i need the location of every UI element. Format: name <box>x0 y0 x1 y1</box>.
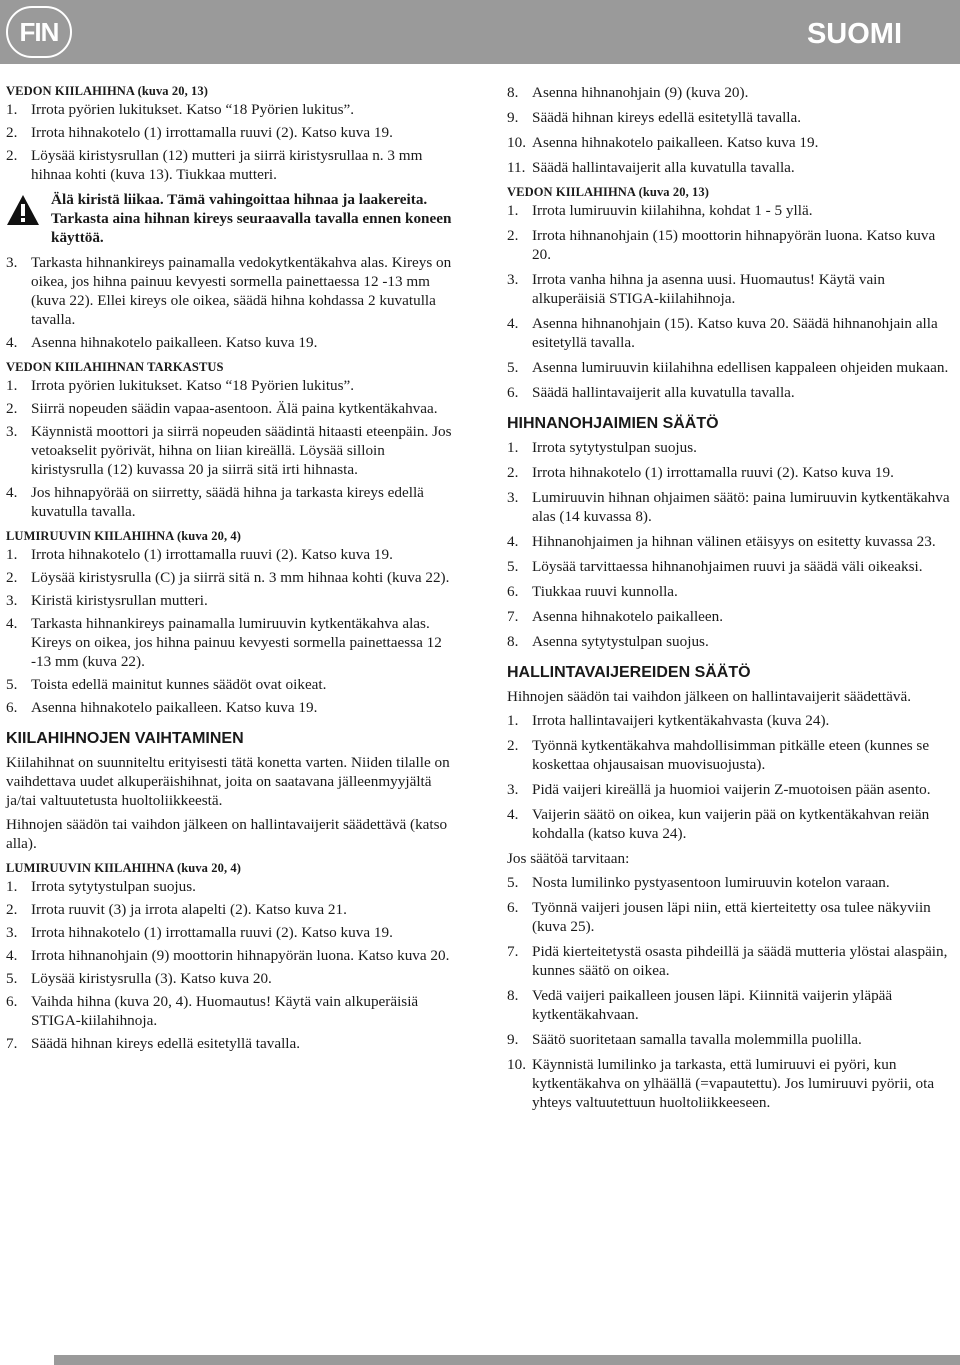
list-item <box>6 123 454 142</box>
subsection-heading: VEDON KIILAHIHNA (kuva 20, 13) <box>507 185 709 199</box>
list-item-number: 8. <box>507 84 519 101</box>
list-item <box>507 942 953 980</box>
list-item-number: 10. <box>507 1056 526 1073</box>
list-item <box>6 399 454 418</box>
list-item-number: 6. <box>507 384 519 401</box>
subsection-heading: LUMIRUUVIN KIILAHIHNA (kuva 20, 4) <box>6 861 242 875</box>
left-column <box>6 83 454 1057</box>
list-item-text: Löysää kiristysrulla (C) ja siirrä sitä n. 3 mm hihnaa kohti (kuva 22). <box>31 569 450 586</box>
list-item <box>6 900 454 919</box>
list-item-text: Vaihda hihna (kuva 20, 4). Huomautus! Käytä vain alkuperäisiä STIGA-kiilahihnoja. <box>31 993 419 1029</box>
section-heading: HALLINTAVAIJEREIDEN SÄÄTÖ <box>507 664 751 681</box>
section-heading: KIILAHIHNOJEN VAIHTAMINEN <box>6 730 244 747</box>
list-item-number: 4. <box>6 947 18 964</box>
list-item <box>507 383 953 402</box>
list-item-number: 1. <box>6 546 18 563</box>
list-item <box>507 736 953 774</box>
list-item-text: Säädä hallintavaijerit alla kuvatulla tavalla. <box>532 159 795 176</box>
list-item-text: Asenna lumiruuvin kiilahihna edellisen kappaleen ohjeiden mukaan. <box>532 359 949 376</box>
list-item-number: 11. <box>507 159 526 176</box>
list-item-text: Kiristä kiristysrullan mutteri. <box>31 592 208 609</box>
list-item-text: Pidä vaijeri kireällä ja huomioi vaijerin Z-muotoisen pään asento. <box>532 781 931 798</box>
language-code-badge: FIN <box>6 6 72 58</box>
list-item-text: Työnnä kytkentäkahva mahdollisimman pitkälle eteen (kunnes se koskettaa ohjausaisan muovisuojusta). <box>532 737 930 773</box>
list-item-text: Asenna sytytystulpan suojus. <box>532 633 709 650</box>
list-item-number: 2. <box>507 464 519 481</box>
list-item-number: 4. <box>507 533 519 550</box>
list-item <box>6 333 454 352</box>
section-heading: HIHNANOHJAIMIEN SÄÄTÖ <box>507 415 719 432</box>
list-item <box>507 711 953 730</box>
list-item-number: 3. <box>6 423 18 440</box>
list-item-text: Asenna hihnanohjain (9) (kuva 20). <box>532 84 749 101</box>
list-item-number: 7. <box>507 608 519 625</box>
list-item-text: Siirrä nopeuden säädin vapaa-asentoon. Älä paina kytkentäkahvaa. <box>31 400 438 417</box>
paragraph: Jos säätöä tarvitaan: <box>507 850 630 867</box>
list-item <box>6 253 454 329</box>
list-item <box>6 992 454 1030</box>
list-item <box>507 314 953 352</box>
list-item-number: 4. <box>6 484 18 501</box>
list-item <box>6 591 454 610</box>
list-item-number: 1. <box>6 377 18 394</box>
list-item-number: 4. <box>507 315 519 332</box>
list-item-text: Irrota pyörien lukitukset. Katso “18 Pyörien lukitus”. <box>31 377 355 394</box>
list-item-number: 6. <box>507 583 519 600</box>
list-item <box>507 557 953 576</box>
list-item <box>507 83 953 102</box>
list-item-text: Tarkasta hihnankireys painamalla vedokytkentäkahva alas. Kireys on oikea, jos hihna painuu kevyesti sormella painettaessa 12 -13 mm (kuva 22). Ellei kireys ole oikea, säädä hihna kohdassa 2 kuvatulla tavalla. <box>31 254 452 328</box>
list-item-number: 2. <box>507 227 519 244</box>
list-item-number: 2. <box>6 901 18 918</box>
list-item-text: Löysää kiristysrulla (3). Katso kuva 20. <box>31 970 272 987</box>
list-item <box>507 632 953 651</box>
list-item <box>507 108 953 127</box>
list-item-number: 7. <box>6 1035 18 1052</box>
list-item-text: Irrota ruuvit (3) ja irrota alapelti (2). Katso kuva 21. <box>31 901 347 918</box>
list-item <box>6 923 454 942</box>
list-item <box>6 946 454 965</box>
list-item-text: Asenna hihnanohjain (15). Katso kuva 20. Säädä hihnanohjain alla esitetyllä tavalla. <box>532 315 938 351</box>
list-item-number: 8. <box>507 633 519 650</box>
list-item <box>507 582 953 601</box>
list-item-number: 6. <box>6 993 18 1010</box>
paragraph: Hihnojen säädön tai vaihdon jälkeen on hallintavaijerit säädettävä (katso alla). <box>6 816 448 852</box>
list-item <box>6 376 454 395</box>
paragraph: Hihnojen säädön tai vaihdon jälkeen on hallintavaijerit säädettävä. <box>507 688 912 705</box>
list-item <box>6 698 454 717</box>
list-item <box>6 568 454 587</box>
list-item <box>6 1034 454 1053</box>
list-item <box>507 201 953 220</box>
list-item-text: Säädä hallintavaijerit alla kuvatulla tavalla. <box>532 384 795 401</box>
list-item-text: Irrota sytytystulpan suojus. <box>31 878 196 895</box>
list-item <box>6 100 454 119</box>
list-item-number: 3. <box>507 489 519 506</box>
list-item-text: Jos hihnapyörää on siirretty, säädä hihna ja tarkasta kireys edellä kuvatulla tavalla. <box>31 484 424 520</box>
list-item <box>507 438 953 457</box>
list-item-text: Irrota hihnakotelo (1) irrottamalla ruuvi (2). Katso kuva 19. <box>31 924 393 941</box>
list-item-number: 5. <box>507 558 519 575</box>
list-item <box>507 532 953 551</box>
list-item-number: 5. <box>6 970 18 987</box>
header-band <box>0 0 960 64</box>
list-item <box>507 133 953 152</box>
list-item-number: 1. <box>507 712 519 729</box>
list-item <box>507 898 953 936</box>
list-item <box>6 675 454 694</box>
list-item-text: Löysää tarvittaessa hihnanohjaimen ruuvi ja säädä väli oikeaksi. <box>532 558 923 575</box>
list-item-number: 2. <box>507 737 519 754</box>
list-item-text: Työnnä vaijeri jousen läpi niin, että kierteitetty osa tulee näkyviin (kuva 25). <box>532 899 931 935</box>
list-item <box>507 226 953 264</box>
list-item <box>507 158 953 177</box>
list-item-text: Irrota hallintavaijeri kytkentäkahvasta (kuva 24). <box>532 712 830 729</box>
list-item <box>507 463 953 482</box>
list-item-text: Irrota pyörien lukitukset. Katso “18 Pyörien lukitus”. <box>31 101 355 118</box>
list-item-text: Irrota vanha hihna ja asenna uusi. Huomautus! Käytä vain alkuperäisiä STIGA-kiilahihnoja. <box>532 271 885 307</box>
list-item-number: 1. <box>507 439 519 456</box>
paragraph: Kiilahihnat on suunniteltu erityisesti tätä konetta varten. Niiden tilalle on vaihdettava uudet alkuperäishihnat, joita on saatavana jälleenmyyjältä ja/tai valtuutetusta huoltoliikkeestä. <box>6 754 450 809</box>
list-item-text: Irrota hihnakotelo (1) irrottamalla ruuvi (2). Katso kuva 19. <box>31 124 393 141</box>
list-item-text: Käynnistä moottori ja siirrä nopeuden säädintä hitaasti eteenpäin. Jos vetoakselit pyörivät, hihna on liian kireällä. Löysää silloin kiristysrulla (12) kuvassa 20 ja siirrä sitä irti hihnasta. <box>31 423 452 478</box>
list-item-text: Tarkasta hihnankireys painamalla lumiruuvin kytkentäkahva alas. Kireys on oikea, jos hihna painuu kevyesti sormella painettaessa 12 -13 mm (kuva 22). <box>31 615 442 670</box>
list-item-text: Asenna hihnakotelo paikalleen. Katso kuva 19. <box>532 134 819 151</box>
list-item <box>507 1055 953 1112</box>
list-item-number: 3. <box>6 254 18 271</box>
list-item-number: 3. <box>6 924 18 941</box>
page-language-title: SUOMI <box>806 18 902 50</box>
list-item-text: Irrota sytytystulpan suojus. <box>532 439 697 456</box>
list-item <box>507 488 953 526</box>
list-item-text: Säätö suoritetaan samalla tavalla molemmilla puolilla. <box>532 1031 862 1048</box>
list-item-number: 6. <box>6 699 18 716</box>
list-item-text: Löysää kiristysrullan (12) mutteri ja siirrä kiristysrullaa n. 3 mm hihnaa kohti (kuva 13). Tiukkaa mutteri. <box>31 147 423 183</box>
subsection-heading: VEDON KIILAHIHNA (kuva 20, 13) <box>6 84 208 98</box>
list-item-text: Irrota hihnanohjain (9) moottorin hihnapyörän luona. Katso kuva 20. <box>31 947 450 964</box>
list-item-text: Irrota hihnakotelo (1) irrottamalla ruuvi (2). Katso kuva 19. <box>532 464 894 481</box>
list-item-number: 8. <box>507 987 519 1004</box>
list-item-text: Säädä hihnan kireys edellä esitetyllä tavalla. <box>31 1035 301 1052</box>
list-item-number: 9. <box>507 1031 519 1048</box>
list-item <box>507 873 953 892</box>
list-item-text: Vedä vaijeri paikalleen jousen läpi. Kiinnitä vaijerin yläpää kytkentäkahvaan. <box>532 987 893 1023</box>
list-item-number: 4. <box>507 806 519 823</box>
list-item-number: 5. <box>507 874 519 891</box>
warning-notice <box>6 190 454 247</box>
list-item-number: 1. <box>507 202 519 219</box>
list-item-number: 3. <box>507 271 519 288</box>
list-item-text: Vaijerin säätö on oikea, kun vaijerin pää on kytkentäkahvan reiän kohdalla (katso kuva 24). <box>532 806 930 842</box>
list-item-number: 1. <box>6 878 18 895</box>
list-item-text: Irrota lumiruuvin kiilahihna, kohdat 1 - 5 yllä. <box>532 202 813 219</box>
list-item <box>507 607 953 626</box>
list-item-text: Käynnistä lumilinko ja tarkasta, että lumiruuvi ei pyöri, kun kytkentäkahva on ylhäällä (=vapautettu). Jos lumiruuvi pyörii, ota yhteys valtuutettuun huoltoliikkeeseen. <box>532 1056 935 1111</box>
list-item-number: 5. <box>507 359 519 376</box>
list-item-text: Hihnanohjaimen ja hihnan välinen etäisyys on esitetty kuvassa 23. <box>532 533 936 550</box>
list-item-text: Nosta lumilinko pystyasentoon lumiruuvin kotelon varaan. <box>532 874 890 891</box>
list-item-text: Irrota hihnanohjain (15) moottorin hihnapyörän luona. Katso kuva 20. <box>532 227 936 263</box>
list-item-number: 10. <box>507 134 526 151</box>
list-item <box>507 986 953 1024</box>
list-item <box>507 358 953 377</box>
list-item-text: Asenna hihnakotelo paikalleen. Katso kuva 19. <box>31 699 318 716</box>
right-column <box>507 83 953 1118</box>
list-item <box>507 805 953 843</box>
list-item-number: 9. <box>507 109 519 126</box>
list-item <box>6 545 454 564</box>
list-item-text: Asenna hihnakotelo paikalleen. <box>532 608 724 625</box>
list-item <box>6 969 454 988</box>
list-item-number: 1. <box>6 101 18 118</box>
list-item-number: 2. <box>6 124 18 141</box>
list-item-number: 2. <box>6 400 18 417</box>
list-item-number: 5. <box>6 676 18 693</box>
list-item <box>6 877 454 896</box>
footer-bar <box>54 1355 960 1365</box>
list-item-text: Pidä kierteitetystä osasta pihdeillä ja säädä mutteria ylöstai alaspäin, kunnes säätö on oikea. <box>532 943 948 979</box>
list-item-number: 4. <box>6 615 18 632</box>
list-item <box>6 146 454 184</box>
subsection-heading: LUMIRUUVIN KIILAHIHNA (kuva 20, 4) <box>6 529 242 543</box>
list-item-text: Lumiruuvin hihnan ohjaimen säätö: paina lumiruuvin kytkentäkahva alas (14 kuvassa 8). <box>532 489 950 525</box>
list-item <box>6 483 454 521</box>
list-item-text: Asenna hihnakotelo paikalleen. Katso kuva 19. <box>31 334 318 351</box>
list-item <box>507 1030 953 1049</box>
list-item-number: 4. <box>6 334 18 351</box>
list-item-text: Tiukkaa ruuvi kunnolla. <box>532 583 678 600</box>
list-item-text: Säädä hihnan kireys edellä esitetyllä tavalla. <box>532 109 802 126</box>
warning-icon <box>6 190 51 247</box>
list-item <box>507 780 953 799</box>
list-item-text: Toista edellä mainitut kunnes säädöt ovat oikeat. <box>31 676 327 693</box>
list-item <box>6 614 454 671</box>
list-item <box>6 422 454 479</box>
list-item <box>507 270 953 308</box>
list-item-number: 2. <box>6 569 18 586</box>
list-item-number: 6. <box>507 899 519 916</box>
list-item-text: Irrota hihnakotelo (1) irrottamalla ruuvi (2). Katso kuva 19. <box>31 546 393 563</box>
subsection-heading: VEDON KIILAHIHNAN TARKASTUS <box>6 360 224 374</box>
list-item-number: 3. <box>507 781 519 798</box>
list-item-number: 2. <box>6 147 18 164</box>
warning-text: Älä kiristä liikaa. Tämä vahingoittaa hihnaa ja laakereita. Tarkasta aina hihnan kireys seuraavalla tavalla ennen koneen käyttöä. <box>51 191 452 246</box>
list-item-number: 7. <box>507 943 519 960</box>
list-item-number: 3. <box>6 592 18 609</box>
